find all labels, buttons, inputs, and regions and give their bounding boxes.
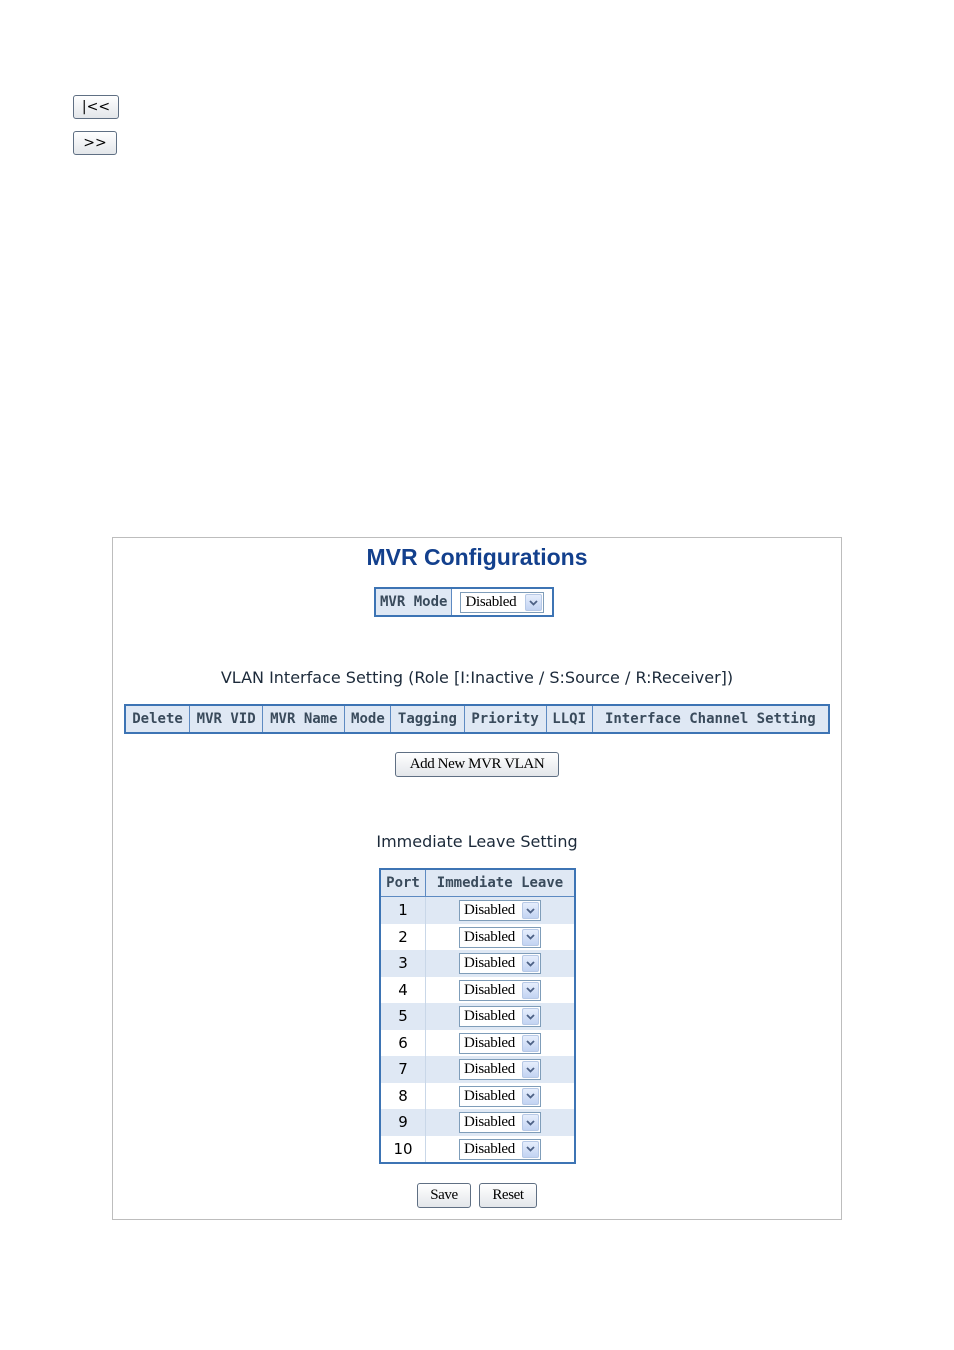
chevron-down-icon[interactable]	[522, 929, 539, 946]
chevron-down-icon[interactable]	[522, 902, 539, 919]
first-page-label: |<<	[81, 99, 111, 115]
port-number: 7	[380, 1056, 426, 1083]
port-number: 9	[380, 1109, 426, 1136]
port-number: 5	[380, 1003, 426, 1030]
immediate-leave-select[interactable]	[459, 953, 541, 974]
port-column-header: Port	[380, 869, 426, 897]
immediate-leave-value: Disabled	[464, 1087, 515, 1104]
table-row	[380, 1030, 575, 1057]
table-row	[380, 924, 575, 951]
vlan-column-header: MVR Name	[263, 705, 345, 733]
immediate-leave-cell	[426, 1003, 576, 1030]
immediate-leave-value: Disabled	[464, 902, 515, 919]
table-row	[380, 950, 575, 977]
vlan-column-header: MVR VID	[190, 705, 263, 733]
vlan-column-header: Interface Channel Setting	[592, 705, 829, 733]
immediate-leave-value: Disabled	[464, 1061, 515, 1078]
chevron-down-icon[interactable]	[522, 1141, 539, 1158]
port-number: 8	[380, 1083, 426, 1110]
next-page-button[interactable]	[73, 131, 117, 155]
immediate-leave-value: Disabled	[464, 1034, 515, 1051]
immediate-leave-value: Disabled	[464, 981, 515, 998]
immediate-leave-cell	[426, 897, 576, 924]
mvr-mode-table	[374, 587, 554, 617]
add-mvr-vlan-button[interactable]: Add New MVR VLAN	[395, 752, 559, 777]
port-number: 2	[380, 924, 426, 951]
reset-button[interactable]: Reset	[479, 1183, 537, 1208]
table-row	[380, 897, 575, 924]
vlan-interface-table	[124, 704, 830, 734]
immediate-leave-cell	[426, 924, 576, 951]
leave-header-row	[380, 869, 575, 897]
table-row	[380, 1136, 575, 1164]
immediate-leave-select[interactable]	[459, 1006, 541, 1027]
immediate-leave-select[interactable]	[459, 1086, 541, 1107]
immediate-leave-select[interactable]	[459, 1139, 541, 1160]
chevron-down-icon[interactable]	[522, 982, 539, 999]
immediate-leave-select[interactable]	[459, 900, 541, 921]
immediate-leave-cell	[426, 1056, 576, 1083]
vlan-column-header: LLQI	[546, 705, 592, 733]
vlan-column-header: Mode	[345, 705, 391, 733]
immediate-leave-value: Disabled	[464, 928, 515, 945]
mvr-mode-select[interactable]	[460, 592, 544, 613]
port-number: 10	[380, 1136, 426, 1164]
chevron-down-icon[interactable]	[522, 1114, 539, 1131]
vlan-column-header: Tagging	[391, 705, 464, 733]
immediate-leave-value: Disabled	[464, 1114, 515, 1131]
first-page-button[interactable]	[73, 95, 119, 119]
immediate-leave-table	[379, 868, 576, 1164]
table-row	[380, 1056, 575, 1083]
save-button[interactable]: Save	[417, 1183, 471, 1208]
chevron-down-icon[interactable]	[522, 955, 539, 972]
chevron-down-icon[interactable]	[525, 594, 542, 611]
table-row	[380, 1003, 575, 1030]
mvr-mode-value: Disabled	[465, 594, 517, 610]
table-row	[380, 1083, 575, 1110]
table-row	[380, 1109, 575, 1136]
page-title: MVR Configurations	[366, 544, 588, 570]
port-number: 4	[380, 977, 426, 1004]
immediate-leave-cell	[426, 977, 576, 1004]
chevron-down-icon[interactable]	[522, 1008, 539, 1025]
immediate-leave-select[interactable]	[459, 1059, 541, 1080]
vlan-header-row	[125, 705, 829, 733]
chevron-down-icon[interactable]	[522, 1035, 539, 1052]
vlan-column-header: Delete	[125, 705, 190, 733]
vlan-section-title: VLAN Interface Setting (Role [I:Inactive / S:Source / R:Receiver])	[220, 668, 734, 687]
immediate-leave-cell	[426, 1030, 576, 1057]
immediate-leave-select[interactable]	[459, 927, 541, 948]
mvr-mode-label: MVR Mode	[375, 588, 452, 616]
immediate-leave-value: Disabled	[464, 1140, 515, 1157]
immediate-leave-title: Immediate Leave Setting	[376, 832, 578, 851]
immediate-leave-select[interactable]	[459, 1033, 541, 1054]
chevron-down-icon[interactable]	[522, 1088, 539, 1105]
port-number: 3	[380, 950, 426, 977]
immediate-leave-value: Disabled	[464, 1008, 515, 1025]
mvr-config-panel	[112, 537, 842, 1220]
immediate-leave-select[interactable]	[459, 980, 541, 1001]
next-page-label: >>	[83, 135, 107, 151]
immediate-leave-cell	[426, 1109, 576, 1136]
table-row	[380, 977, 575, 1004]
immediate-leave-cell	[426, 1083, 576, 1110]
immediate-leave-select[interactable]	[459, 1112, 541, 1133]
mvr-mode-cell	[452, 588, 554, 616]
port-number: 1	[380, 897, 426, 924]
immediate-leave-column-header: Immediate Leave	[426, 869, 576, 897]
immediate-leave-value: Disabled	[464, 955, 515, 972]
port-number: 6	[380, 1030, 426, 1057]
immediate-leave-cell	[426, 1136, 576, 1164]
vlan-column-header: Priority	[464, 705, 546, 733]
immediate-leave-cell	[426, 950, 576, 977]
chevron-down-icon[interactable]	[522, 1061, 539, 1078]
